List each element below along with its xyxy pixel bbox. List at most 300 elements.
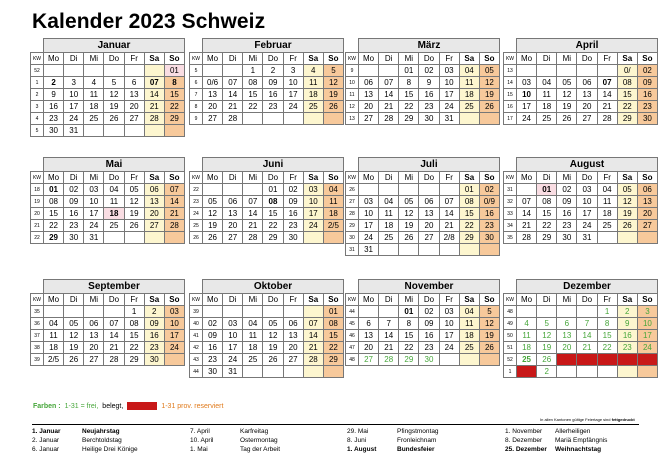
day-cell[interactable]: 23	[44, 113, 64, 125]
day-cell[interactable]: 06	[637, 184, 657, 196]
day-cell[interactable]: 20	[84, 342, 104, 354]
day-cell[interactable]: 30	[203, 366, 223, 378]
day-cell[interactable]: 19	[203, 220, 223, 232]
day-cell[interactable]: 17	[84, 208, 104, 220]
day-cell[interactable]: 28	[379, 113, 399, 125]
day-cell[interactable]: 28	[597, 113, 617, 125]
day-cell[interactable]: 9	[617, 318, 637, 330]
day-cell[interactable]: 02	[203, 318, 223, 330]
day-cell[interactable]: 15	[617, 89, 637, 101]
day-cell[interactable]: 29	[263, 232, 283, 244]
day-cell[interactable]: 24	[359, 232, 379, 244]
day-cell[interactable]: 24	[517, 113, 537, 125]
day-cell[interactable]: 13	[577, 89, 597, 101]
day-cell[interactable]: 23	[263, 101, 283, 113]
day-cell[interactable]: 02	[283, 184, 303, 196]
day-cell[interactable]: 13	[283, 330, 303, 342]
day-cell[interactable]: 11	[84, 89, 104, 101]
day-cell[interactable]: 18	[303, 89, 323, 101]
day-cell[interactable]: 14	[164, 196, 184, 208]
day-cell[interactable]: 20	[359, 101, 379, 113]
day-cell[interactable]: 24	[283, 101, 303, 113]
day-cell[interactable]: 13	[557, 330, 577, 342]
day-cell[interactable]: 14	[243, 208, 263, 220]
day-cell[interactable]: 08	[459, 196, 479, 208]
day-cell[interactable]: 22	[399, 342, 419, 354]
day-cell[interactable]: 02	[64, 184, 84, 196]
day-cell[interactable]: 04	[597, 184, 617, 196]
day-cell[interactable]: 27	[419, 232, 439, 244]
day-cell[interactable]: 23	[419, 101, 439, 113]
day-cell[interactable]: 11	[303, 77, 323, 89]
day-cell[interactable]: 6	[359, 318, 379, 330]
day-cell[interactable]: 26	[104, 113, 124, 125]
day-cell[interactable]: 26	[479, 342, 499, 354]
day-cell[interactable]: 19	[479, 330, 499, 342]
day-cell[interactable]: 04	[379, 196, 399, 208]
day-cell[interactable]: 21	[303, 342, 323, 354]
day-cell[interactable]: 30	[557, 232, 577, 244]
day-cell[interactable]: 03	[164, 306, 184, 318]
day-cell[interactable]: 0/6	[203, 77, 223, 89]
day-cell[interactable]: 04	[323, 184, 343, 196]
day-cell[interactable]: 08	[243, 77, 263, 89]
day-cell[interactable]: 01	[164, 65, 184, 77]
day-cell[interactable]: 17	[439, 330, 459, 342]
day-cell[interactable]: 10	[439, 318, 459, 330]
day-cell[interactable]: 12	[557, 89, 577, 101]
day-cell[interactable]: 14	[597, 89, 617, 101]
day-cell[interactable]: 1	[597, 306, 617, 318]
day-cell[interactable]: 21	[517, 220, 537, 232]
day-cell[interactable]: 22	[537, 220, 557, 232]
day-cell[interactable]: 18	[44, 342, 64, 354]
day-cell[interactable]: 11	[597, 196, 617, 208]
day-cell[interactable]: 02	[557, 184, 577, 196]
day-cell[interactable]: 31	[223, 366, 243, 378]
day-cell[interactable]: 28	[577, 354, 597, 366]
day-cell[interactable]: 15	[263, 208, 283, 220]
day-cell[interactable]: 13	[637, 196, 657, 208]
day-cell[interactable]: 14	[303, 330, 323, 342]
day-cell[interactable]: 23	[144, 342, 164, 354]
day-cell[interactable]: 17	[359, 220, 379, 232]
day-cell[interactable]: 25	[243, 354, 263, 366]
day-cell[interactable]: 17	[517, 101, 537, 113]
day-cell[interactable]: 11	[243, 330, 263, 342]
day-cell[interactable]: 21	[223, 101, 243, 113]
day-cell[interactable]: 18	[243, 342, 263, 354]
day-cell[interactable]: 20	[203, 101, 223, 113]
day-cell[interactable]: 01	[459, 184, 479, 196]
day-cell[interactable]: 23	[557, 220, 577, 232]
day-cell[interactable]: 0/9	[479, 196, 499, 208]
day-cell[interactable]: 26	[617, 220, 637, 232]
day-cell[interactable]: 08	[323, 318, 343, 330]
day-cell[interactable]: 15	[459, 208, 479, 220]
day-cell[interactable]: 19	[479, 89, 499, 101]
day-cell[interactable]: 09	[557, 196, 577, 208]
day-cell[interactable]: 27	[144, 220, 164, 232]
day-cell[interactable]: 3	[283, 65, 303, 77]
day-cell[interactable]: 07	[439, 196, 459, 208]
day-cell[interactable]: 29	[323, 354, 343, 366]
day-cell[interactable]: 05	[203, 196, 223, 208]
day-cell[interactable]: 16	[44, 101, 64, 113]
day-cell[interactable]: 13	[124, 89, 144, 101]
day-cell[interactable]: 13	[359, 89, 379, 101]
day-cell[interactable]: 22	[459, 220, 479, 232]
day-cell[interactable]: 23	[419, 342, 439, 354]
day-cell[interactable]: 7	[379, 318, 399, 330]
day-cell[interactable]: 4	[517, 318, 537, 330]
day-cell[interactable]: 22	[323, 342, 343, 354]
day-cell[interactable]: 25	[517, 354, 537, 366]
day-cell[interactable]: 18	[379, 220, 399, 232]
day-cell[interactable]: 12	[64, 330, 84, 342]
day-cell[interactable]: 22	[399, 101, 419, 113]
day-cell[interactable]: 26	[64, 354, 84, 366]
day-cell[interactable]: 30	[479, 232, 499, 244]
day-cell[interactable]: 23	[637, 101, 657, 113]
day-cell[interactable]: 21	[144, 101, 164, 113]
day-cell[interactable]: 04	[104, 184, 124, 196]
day-cell[interactable]: 19	[64, 342, 84, 354]
day-cell[interactable]: 18	[537, 101, 557, 113]
day-cell[interactable]: 27	[203, 113, 223, 125]
day-cell[interactable]: 11	[104, 196, 124, 208]
day-cell[interactable]: 29	[164, 113, 184, 125]
day-cell[interactable]: 09	[637, 77, 657, 89]
day-cell[interactable]: 12	[124, 196, 144, 208]
day-cell[interactable]: 06	[359, 77, 379, 89]
day-cell[interactable]: 20	[557, 342, 577, 354]
day-cell[interactable]: 07	[597, 77, 617, 89]
day-cell[interactable]: 27	[557, 354, 577, 366]
day-cell[interactable]: 27	[124, 113, 144, 125]
day-cell[interactable]: 01	[44, 184, 64, 196]
day-cell[interactable]: 03	[439, 65, 459, 77]
day-cell[interactable]: 25	[597, 220, 617, 232]
day-cell[interactable]: 08	[44, 196, 64, 208]
day-cell[interactable]: 17	[283, 89, 303, 101]
day-cell[interactable]: 03	[359, 196, 379, 208]
day-cell[interactable]: 2	[537, 366, 557, 378]
day-cell[interactable]: 28	[223, 113, 243, 125]
day-cell[interactable]: 20	[283, 342, 303, 354]
day-cell[interactable]: 2	[617, 306, 637, 318]
day-cell[interactable]: 09	[203, 330, 223, 342]
day-cell[interactable]: 17	[637, 330, 657, 342]
day-cell[interactable]: 5	[479, 306, 499, 318]
day-cell[interactable]: 25	[303, 101, 323, 113]
day-cell[interactable]: 25	[537, 113, 557, 125]
day-cell[interactable]: 21	[379, 342, 399, 354]
day-cell[interactable]: 29	[44, 232, 64, 244]
day-cell[interactable]: 12	[203, 208, 223, 220]
day-cell[interactable]: 04	[459, 65, 479, 77]
day-cell[interactable]: 13	[144, 196, 164, 208]
day-cell[interactable]: 26	[537, 354, 557, 366]
day-cell[interactable]: 10	[84, 196, 104, 208]
day-cell[interactable]: 27	[283, 354, 303, 366]
day-cell[interactable]: 15	[164, 89, 184, 101]
day-cell[interactable]: 17	[303, 208, 323, 220]
day-cell[interactable]: 8	[597, 318, 617, 330]
day-cell[interactable]: 22	[164, 101, 184, 113]
day-cell[interactable]: 23	[617, 342, 637, 354]
day-cell[interactable]: 02	[419, 65, 439, 77]
day-cell[interactable]: 14	[379, 330, 399, 342]
day-cell[interactable]: 20	[124, 101, 144, 113]
day-cell[interactable]: 10	[283, 77, 303, 89]
day-cell[interactable]: 24	[84, 220, 104, 232]
day-cell[interactable]: 11	[459, 318, 479, 330]
day-cell[interactable]: 09	[283, 196, 303, 208]
day-cell[interactable]: 28	[144, 113, 164, 125]
day-cell[interactable]: 14	[439, 208, 459, 220]
day-cell[interactable]: 02	[479, 184, 499, 196]
day-cell[interactable]: 24	[637, 342, 657, 354]
day-cell[interactable]: 18	[459, 330, 479, 342]
day-cell[interactable]: 07	[223, 77, 243, 89]
day-cell[interactable]: 28	[379, 354, 399, 366]
day-cell[interactable]: 17	[439, 89, 459, 101]
day-cell[interactable]: 11	[323, 196, 343, 208]
day-cell[interactable]: 27	[223, 232, 243, 244]
day-cell[interactable]: 11	[44, 330, 64, 342]
day-cell[interactable]: 0/	[617, 65, 637, 77]
day-cell[interactable]: 15	[537, 208, 557, 220]
day-cell[interactable]: 7	[577, 318, 597, 330]
day-cell[interactable]: 16	[617, 330, 637, 342]
day-cell[interactable]: 30	[419, 113, 439, 125]
day-cell[interactable]: 03	[84, 184, 104, 196]
day-cell[interactable]: 31	[84, 232, 104, 244]
day-cell[interactable]: 22	[44, 220, 64, 232]
day-cell[interactable]: 10	[64, 89, 84, 101]
day-cell[interactable]: 16	[419, 330, 439, 342]
day-cell[interactable]: 21	[577, 342, 597, 354]
day-cell[interactable]: 14	[144, 89, 164, 101]
day-cell[interactable]: 06	[144, 184, 164, 196]
day-cell[interactable]: 08	[263, 196, 283, 208]
day-cell[interactable]: 21	[243, 220, 263, 232]
day-cell[interactable]: 24	[577, 220, 597, 232]
day-cell[interactable]: 26	[399, 232, 419, 244]
day-cell[interactable]: 11	[537, 89, 557, 101]
day-cell[interactable]: 27	[637, 220, 657, 232]
day-cell[interactable]: 01	[399, 306, 419, 318]
day-cell[interactable]: 06	[84, 318, 104, 330]
day-cell[interactable]: 10	[517, 89, 537, 101]
day-cell[interactable]: 28	[164, 220, 184, 232]
day-cell[interactable]: 09	[144, 318, 164, 330]
day-cell[interactable]: 05	[124, 184, 144, 196]
day-cell[interactable]: 2/8	[439, 232, 459, 244]
day-cell[interactable]: 03	[577, 184, 597, 196]
day-cell[interactable]: 16	[557, 208, 577, 220]
day-cell[interactable]: 04	[243, 318, 263, 330]
day-cell[interactable]: 30	[419, 354, 439, 366]
day-cell[interactable]: 24	[439, 342, 459, 354]
day-cell[interactable]: 9	[44, 89, 64, 101]
day-cell[interactable]: 11	[459, 77, 479, 89]
day-cell[interactable]: 13	[84, 330, 104, 342]
day-cell[interactable]: 22	[597, 342, 617, 354]
day-cell[interactable]: 16	[203, 342, 223, 354]
day-cell[interactable]: 16	[419, 89, 439, 101]
day-cell[interactable]: 4	[303, 65, 323, 77]
day-cell[interactable]: 30	[637, 113, 657, 125]
day-cell[interactable]: 27	[577, 113, 597, 125]
day-cell[interactable]: 25	[459, 342, 479, 354]
day-cell[interactable]: 4	[84, 77, 104, 89]
day-cell[interactable]: 05	[617, 184, 637, 196]
day-cell[interactable]: 5	[104, 77, 124, 89]
day-cell[interactable]: 8	[164, 77, 184, 89]
day-cell[interactable]: 13	[203, 89, 223, 101]
day-cell[interactable]: 28	[104, 354, 124, 366]
day-cell[interactable]: 31	[64, 125, 84, 137]
day-cell[interactable]: 24	[303, 220, 323, 232]
day-cell[interactable]: 25	[459, 101, 479, 113]
day-cell[interactable]: 19	[557, 101, 577, 113]
day-cell[interactable]: 21	[597, 101, 617, 113]
day-cell[interactable]: 09	[419, 318, 439, 330]
day-cell[interactable]: 06	[577, 77, 597, 89]
day-cell[interactable]: 03	[223, 318, 243, 330]
day-cell[interactable]: 26	[203, 232, 223, 244]
day-cell[interactable]: 17	[164, 330, 184, 342]
day-cell[interactable]: 01	[323, 306, 343, 318]
day-cell[interactable]: 13	[419, 208, 439, 220]
day-cell[interactable]: 03	[517, 77, 537, 89]
day-cell[interactable]: 16	[144, 330, 164, 342]
day-cell[interactable]: 20	[144, 208, 164, 220]
day-cell[interactable]: 2/5	[323, 220, 343, 232]
day-cell[interactable]: 16	[283, 208, 303, 220]
day-cell[interactable]: 12	[617, 196, 637, 208]
day-cell[interactable]: 01	[263, 184, 283, 196]
day-cell[interactable]: 24	[223, 354, 243, 366]
day-cell[interactable]: 15	[399, 89, 419, 101]
day-cell[interactable]: 05	[64, 318, 84, 330]
day-cell[interactable]: 26	[263, 354, 283, 366]
day-cell[interactable]: 12	[104, 89, 124, 101]
day-cell[interactable]: 15	[124, 330, 144, 342]
day-cell[interactable]: 10	[439, 77, 459, 89]
day-cell[interactable]: 31	[359, 244, 379, 256]
day-cell[interactable]: 01	[399, 65, 419, 77]
day-cell[interactable]: 17	[577, 208, 597, 220]
day-cell[interactable]: 22	[124, 342, 144, 354]
day-cell[interactable]: 14	[104, 330, 124, 342]
day-cell[interactable]: 16	[64, 208, 84, 220]
day-cell[interactable]: 6	[557, 318, 577, 330]
day-cell[interactable]: 19	[617, 208, 637, 220]
day-cell[interactable]: 3	[637, 306, 657, 318]
day-cell[interactable]: 26	[323, 101, 343, 113]
day-cell[interactable]: 03	[439, 306, 459, 318]
day-cell[interactable]: 19	[263, 342, 283, 354]
day-cell[interactable]: 07	[243, 196, 263, 208]
day-cell[interactable]: 13	[223, 208, 243, 220]
day-cell[interactable]: 05	[399, 196, 419, 208]
day-cell[interactable]: 06	[419, 196, 439, 208]
day-cell[interactable]: 19	[537, 342, 557, 354]
day-cell[interactable]: 11	[379, 208, 399, 220]
day-cell[interactable]: 29	[617, 113, 637, 125]
day-cell[interactable]: 12	[537, 330, 557, 342]
day-cell[interactable]: 5	[537, 318, 557, 330]
day-cell[interactable]: 28	[517, 232, 537, 244]
day-cell[interactable]: 1	[124, 306, 144, 318]
day-cell[interactable]: 12	[399, 208, 419, 220]
day-cell[interactable]: 30	[617, 354, 637, 366]
day-cell[interactable]: 17	[64, 101, 84, 113]
day-cell[interactable]: 18	[459, 89, 479, 101]
day-cell[interactable]: 14	[379, 89, 399, 101]
day-cell[interactable]: 15	[399, 330, 419, 342]
day-cell[interactable]: 19	[124, 208, 144, 220]
day-cell[interactable]: 8	[399, 318, 419, 330]
day-cell[interactable]: 08	[124, 318, 144, 330]
day-cell[interactable]: 28	[243, 232, 263, 244]
day-cell[interactable]: 14	[223, 89, 243, 101]
day-cell[interactable]: 2	[44, 77, 64, 89]
day-cell[interactable]: 25	[379, 232, 399, 244]
day-cell[interactable]: 29	[537, 232, 557, 244]
day-cell[interactable]: 27	[359, 354, 379, 366]
day-cell[interactable]: 07	[144, 77, 164, 89]
day-cell[interactable]: 8	[399, 77, 419, 89]
day-cell[interactable]: 23	[64, 220, 84, 232]
day-cell[interactable]: 12	[479, 318, 499, 330]
day-cell[interactable]: 16	[263, 89, 283, 101]
day-cell[interactable]: 24	[439, 101, 459, 113]
day-cell[interactable]: 22	[243, 101, 263, 113]
day-cell[interactable]: 05	[557, 77, 577, 89]
day-cell[interactable]: 2	[263, 65, 283, 77]
day-cell[interactable]: 20	[419, 220, 439, 232]
day-cell[interactable]: 06	[283, 318, 303, 330]
day-cell[interactable]: 2/5	[44, 354, 64, 366]
day-cell[interactable]: 23	[203, 354, 223, 366]
day-cell[interactable]: 31	[577, 232, 597, 244]
day-cell[interactable]: 23	[283, 220, 303, 232]
day-cell[interactable]: 21	[104, 342, 124, 354]
day-cell[interactable]: 10	[637, 318, 657, 330]
day-cell[interactable]: 15	[243, 89, 263, 101]
day-cell[interactable]: 01	[537, 184, 557, 196]
day-cell[interactable]: 07	[303, 318, 323, 330]
day-cell[interactable]: 20	[637, 208, 657, 220]
day-cell[interactable]: 31	[637, 354, 657, 366]
day-cell[interactable]: 07	[517, 196, 537, 208]
day-cell[interactable]: 21	[439, 220, 459, 232]
day-cell[interactable]: 08	[537, 196, 557, 208]
day-cell[interactable]: 18	[104, 208, 124, 220]
day-cell[interactable]: 10	[359, 208, 379, 220]
day-cell[interactable]: 07	[164, 184, 184, 196]
day-cell[interactable]: 9	[419, 77, 439, 89]
day-cell[interactable]: 26	[479, 101, 499, 113]
day-cell[interactable]: 18	[517, 342, 537, 354]
day-cell[interactable]: 30	[144, 354, 164, 366]
day-cell[interactable]: 29	[399, 113, 419, 125]
day-cell[interactable]: 04	[459, 306, 479, 318]
